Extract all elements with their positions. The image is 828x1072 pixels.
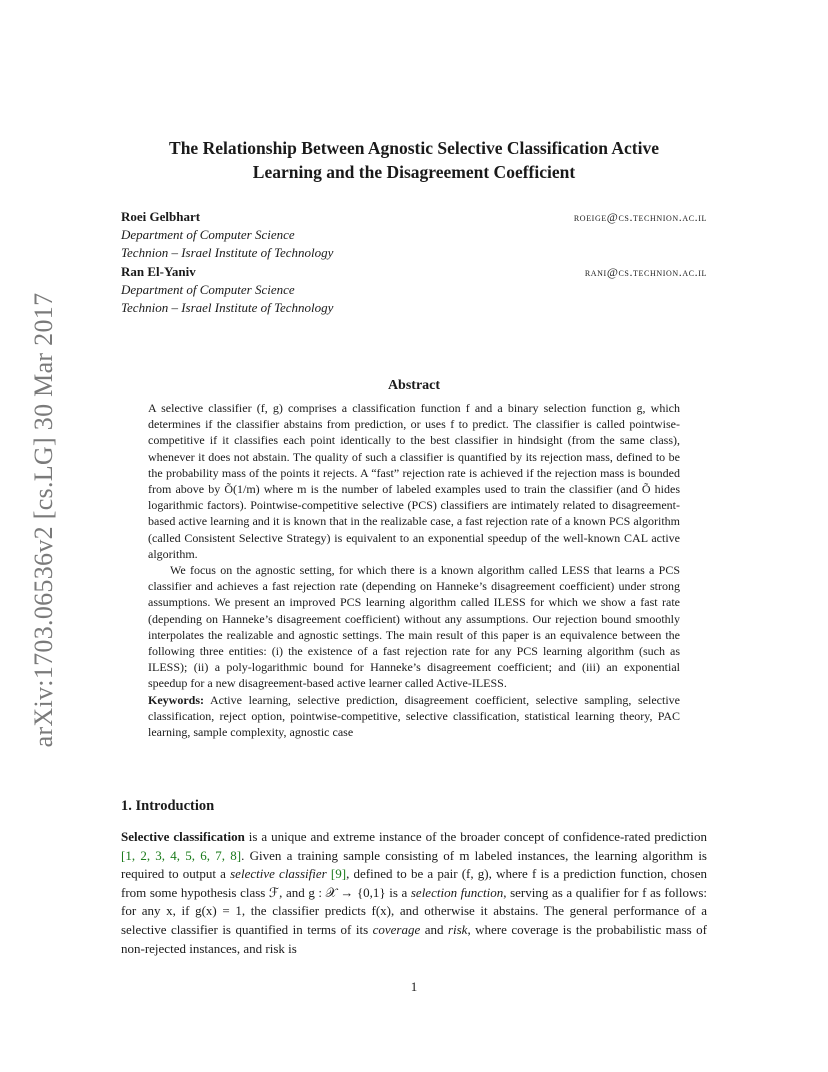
author-institution: Technion – Israel Institute of Technology [121, 300, 334, 315]
intro-text-4: , defined to be a pair (f, g), where f is a prediction function, chosen from some hypothesis class ℱ, and g : 𝒳 → {0,1} is a [121, 866, 708, 900]
paper-title [121, 136, 707, 184]
introduction-body [121, 828, 707, 958]
arxiv-stamp-text: arXiv:1703.06536v2 [cs.LG] 30 Mar 2017 [29, 292, 58, 748]
citation-link[interactable]: [9] [330, 866, 347, 882]
keywords-label: Keywords: [148, 692, 204, 707]
title-line-2: Learning and the Disagreement Coefficient [252, 162, 576, 182]
intro-emphasis-coverage: coverage [372, 921, 421, 937]
abstract-paragraph-2: We focus on the agnostic setting, for which there is a known algorithm called LESS that learns a PCS classifier and achieves a fast rejection rate (depending on Hanneke’s disagreement coefficient) under strong assumptions. We present an improved PCS learning algorithm called ILESS for which we show a fast rate (depending on Hanneke’s disagreement coefficient) without any assumptions. Our rejection bound smoothly interpolates the realizable and agnostic settings. The main result of this paper is an equivalence between the following three entities: (i) the existence of a fast rejection rate for any PCS learning algorithm (such as ILESS); (ii) a poly-logarithmic bound for Hanneke’s disagreement coefficient; and (iii) an exponential speedup for a new disagreement-based active learner called Active-ILESS. [148, 563, 680, 691]
section-heading-introduction: 1. Introduction [121, 798, 215, 814]
page-number: 1 [410, 979, 418, 994]
intro-emphasis-selective-classifier: selective classifier [230, 866, 327, 882]
author-email[interactable]: roeige@cs.technion.ac.il [573, 210, 707, 224]
author-department: Department of Computer Science [121, 282, 295, 297]
keywords-text: Active learning, selective prediction, disagreement coefficient, selective sampling, selective classification, reject option, pointwise-competitive, selective classification, statistical learning theory, PAC learning, sample complexity, agnostic case [148, 692, 681, 740]
intro-text-6: and [420, 921, 448, 937]
intro-paragraph [121, 828, 707, 958]
citation-link-group[interactable]: [1, 2, 3, 4, 5, 6, 7, 8] [121, 847, 242, 863]
author-email[interactable]: rani@cs.technion.ac.il [584, 265, 707, 279]
intro-text-1: is a unique and extreme instance of the broader concept of confidence-rated prediction [244, 829, 708, 844]
abstract-paragraph-1: A selective classifier (f, g) comprises a classification function f and a binary selection function g, which determines if the classifier abstains from prediction, or uses f to predict. The classifier is called pointwise-competitive if it classifies each point identically to the best classifier in hindsight (from the same class), whenever it does not abstain. The quality of such a classifier is quantified by its rejection mass, defined to be the probability mass of the points it rejects. A “fast” rejection rate is achieved if the rejection mass is bounded from above by Õ(1/m) where m is the number of labeled examples used to train the classifier (and Õ hides logarithmic factors). Pointwise-competitive selective (PCS) classifiers are intimately related to disagreement-based active learning and it is known that in the realizable case, a fast rejection rate of a known PCS algorithm (called Consistent Selective Strategy) is equivalent to an exponential speedup of the well-known CAL active algorithm. [148, 401, 680, 561]
abstract-body [148, 400, 680, 740]
intro-text-5: , serving as a qualifier for f as follows: for any x, if g(x) = 1, the classifier predicts f(x), and otherwise it abstains. The general performance of a selective classifier is quantified in terms of its [121, 884, 708, 937]
arxiv-stamp [22, 285, 66, 755]
author-name: Ran El-Yaniv [121, 264, 196, 279]
author-institution: Technion – Israel Institute of Technology [121, 245, 334, 260]
intro-emphasis-risk: risk [447, 921, 468, 937]
title-line-1: The Relationship Between Agnostic Selective Classification Active [169, 138, 659, 158]
intro-emphasis-selection-function: selection function [410, 884, 504, 900]
intro-lead-term: Selective classification [121, 829, 245, 844]
intro-text-2: . Given a training sample consisting of m labeled instances, the learning algorithm is required to output a [121, 847, 707, 882]
abstract-heading: Abstract [387, 378, 441, 393]
author-block-1 [121, 208, 707, 262]
author-name: Roei Gelbhart [121, 209, 201, 224]
author-department: Department of Computer Science [121, 227, 295, 242]
keywords [148, 692, 680, 741]
author-block-2 [121, 263, 707, 317]
intro-text-7: , where coverage is the probabilistic mass of non-rejected instances, and risk is [121, 921, 707, 956]
